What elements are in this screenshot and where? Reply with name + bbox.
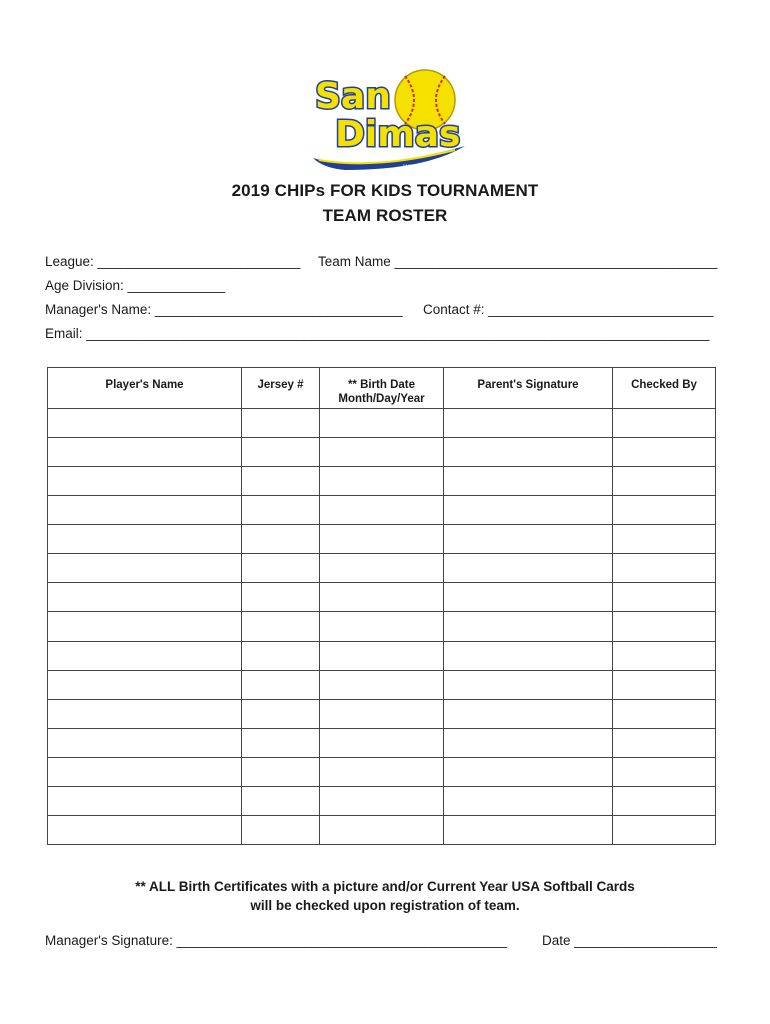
jersey-cell	[242, 670, 320, 699]
jersey-cell	[242, 641, 320, 670]
birth-date-cell	[320, 409, 444, 438]
header-jersey: Jersey #	[242, 368, 320, 409]
parents-signature-cell	[444, 641, 613, 670]
roster-table	[47, 367, 716, 845]
table-row	[48, 583, 716, 612]
parents-signature-cell	[444, 670, 613, 699]
checked-by-cell	[613, 641, 716, 670]
team-name-field: Team Name ___________________________________________	[318, 254, 718, 269]
birth-date-cell	[320, 815, 444, 844]
checked-by-cell	[613, 409, 716, 438]
document-subtitle: TEAM ROSTER	[322, 206, 448, 225]
player-name-cell	[48, 612, 242, 641]
birth-date-cell	[320, 438, 444, 467]
jersey-cell	[242, 699, 320, 728]
checked-by-cell	[613, 670, 716, 699]
managers-name-field: Manager's Name: _________________________________	[45, 302, 403, 317]
player-name-cell	[48, 554, 242, 583]
table-row	[48, 525, 716, 554]
logo-text-dimas: Dimas	[335, 114, 461, 155]
header-parents-signature: Parent's Signature	[444, 368, 613, 409]
checked-by-cell	[613, 815, 716, 844]
player-name-cell	[48, 467, 242, 496]
jersey-cell	[242, 438, 320, 467]
birth-date-cell	[320, 467, 444, 496]
managers-signature-field: Manager's Signature: ____________________________________________	[45, 933, 508, 948]
table-row	[48, 612, 716, 641]
parents-signature-cell	[444, 757, 613, 786]
jersey-cell	[242, 554, 320, 583]
table-row	[48, 699, 716, 728]
jersey-cell	[242, 583, 320, 612]
header-checked-by: Checked By	[613, 368, 716, 409]
document-title: 2019 CHIPs FOR KIDS TOURNAMENT	[231, 181, 539, 200]
player-name-cell	[48, 583, 242, 612]
player-name-cell	[48, 409, 242, 438]
header-birth-date	[320, 368, 444, 409]
checked-by-cell	[613, 612, 716, 641]
contact-field: Contact #: ______________________________	[423, 302, 714, 317]
table-row	[48, 670, 716, 699]
parents-signature-cell	[444, 467, 613, 496]
birth-date-cell	[320, 699, 444, 728]
date-field: Date ___________________	[542, 933, 717, 948]
parents-signature-cell	[444, 409, 613, 438]
checked-by-cell	[613, 699, 716, 728]
player-name-cell	[48, 815, 242, 844]
parents-signature-cell	[444, 525, 613, 554]
table-row	[48, 757, 716, 786]
table-row	[48, 728, 716, 757]
parents-signature-cell	[444, 496, 613, 525]
parents-signature-cell	[444, 728, 613, 757]
checked-by-cell	[613, 525, 716, 554]
logo-text-san: San	[315, 76, 391, 117]
parents-signature-cell	[444, 554, 613, 583]
checked-by-cell	[613, 757, 716, 786]
player-name-cell	[48, 496, 242, 525]
table-row	[48, 641, 716, 670]
table-header-row	[48, 368, 716, 409]
table-row	[48, 496, 716, 525]
parents-signature-cell	[444, 583, 613, 612]
birth-certificate-note: ** ALL Birth Certificates with a picture and/or Current Year USA Softball Cards	[135, 879, 635, 894]
birth-date-cell	[320, 728, 444, 757]
jersey-cell	[242, 786, 320, 815]
jersey-cell	[242, 612, 320, 641]
player-name-cell	[48, 525, 242, 554]
table-row	[48, 409, 716, 438]
birth-date-cell	[320, 641, 444, 670]
table-row	[48, 554, 716, 583]
checked-by-cell	[613, 728, 716, 757]
jersey-cell	[242, 525, 320, 554]
parents-signature-cell	[444, 786, 613, 815]
table-row	[48, 815, 716, 844]
registration-note: will be checked upon registration of team.	[250, 898, 520, 913]
jersey-cell	[242, 496, 320, 525]
table-row	[48, 786, 716, 815]
header-players-name: Player's Name	[48, 368, 242, 409]
birth-date-cell	[320, 786, 444, 815]
logo-url: www.sdysa.org	[403, 162, 464, 171]
player-name-cell	[48, 786, 242, 815]
parents-signature-cell	[444, 612, 613, 641]
san-dimas-logo	[305, 66, 471, 180]
jersey-cell	[242, 757, 320, 786]
jersey-cell	[242, 409, 320, 438]
parents-signature-cell	[444, 699, 613, 728]
checked-by-cell	[613, 438, 716, 467]
player-name-cell	[48, 757, 242, 786]
checked-by-cell	[613, 554, 716, 583]
birth-date-cell	[320, 757, 444, 786]
jersey-cell	[242, 467, 320, 496]
checked-by-cell	[613, 467, 716, 496]
age-division-field: Age Division: _____________	[45, 278, 226, 293]
birth-date-cell	[320, 525, 444, 554]
table-row	[48, 438, 716, 467]
checked-by-cell	[613, 786, 716, 815]
parents-signature-cell	[444, 815, 613, 844]
header-birth-date-line1: ** Birth Date	[347, 379, 416, 391]
header-birth-date-line2: Month/Day/Year	[338, 393, 425, 405]
table-row	[48, 467, 716, 496]
player-name-cell	[48, 641, 242, 670]
birth-date-cell	[320, 496, 444, 525]
birth-date-cell	[320, 670, 444, 699]
birth-date-cell	[320, 554, 444, 583]
checked-by-cell	[613, 496, 716, 525]
checked-by-cell	[613, 583, 716, 612]
email-field: Email: ___________________________________________________________________________________	[45, 326, 710, 341]
jersey-cell	[242, 728, 320, 757]
parents-signature-cell	[444, 438, 613, 467]
birth-date-cell	[320, 612, 444, 641]
player-name-cell	[48, 699, 242, 728]
player-name-cell	[48, 438, 242, 467]
jersey-cell	[242, 815, 320, 844]
player-name-cell	[48, 728, 242, 757]
league-field: League: ___________________________	[45, 254, 301, 269]
birth-date-cell	[320, 583, 444, 612]
player-name-cell	[48, 670, 242, 699]
